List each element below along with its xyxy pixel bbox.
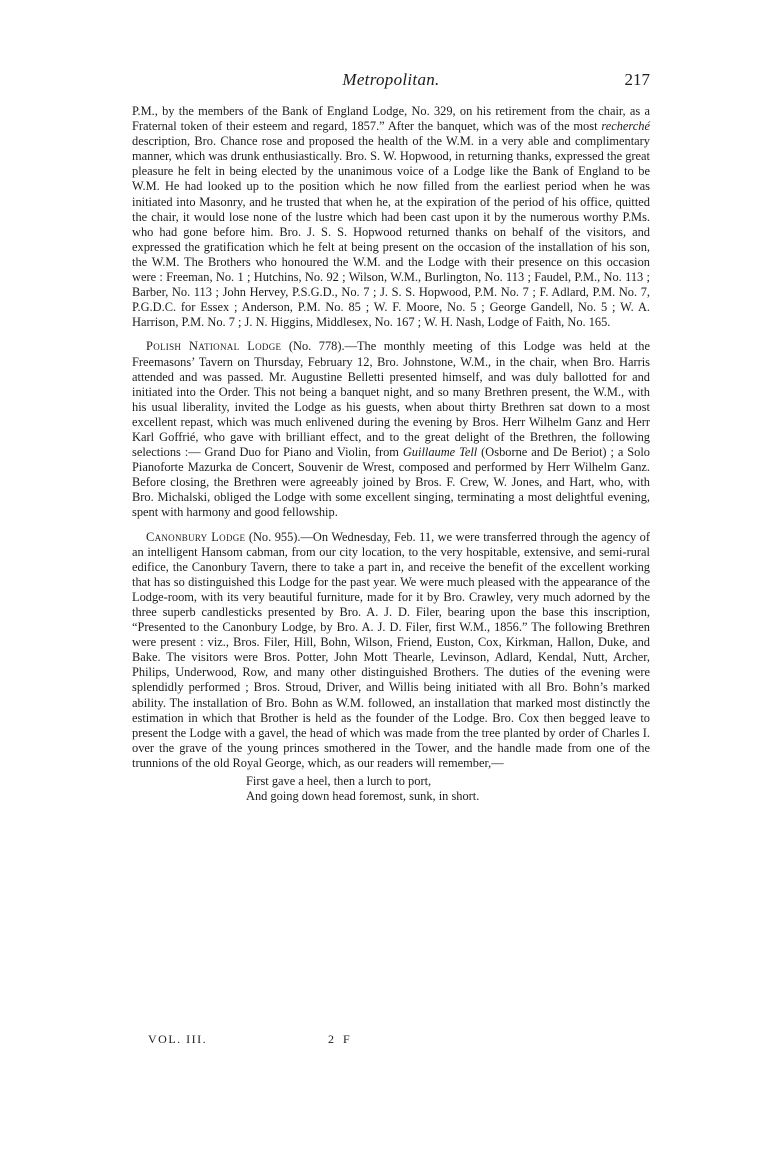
page-footer (148, 1032, 448, 1050)
paragraph-bank-of-england-lodge (132, 104, 650, 330)
verse-line: First gave a heel, then a lurch to port, (246, 774, 432, 789)
italic-term: recherché (601, 119, 650, 134)
article-body (132, 104, 650, 804)
paragraph-polish-national-lodge (132, 339, 650, 520)
section-heading: Polish National Lodge (146, 339, 282, 354)
paragraph-canonbury-lodge (132, 530, 650, 772)
paragraph-text: (Osborne and De Beriot) ; a Solo Pianoforte Mazurka de Concert, Souvenir de Wrest, composed and performed by Herr Wilhelm Ganz. Before closing, the Brethren were agreeably joined by Bros. F. Crew, W. Jones, and Hart, who, with Bro. Michalski, obliged the Lodge with some excellent singing, terminating a most delightful evening, spent with harmony and good fellowship. (132, 445, 650, 520)
page-number: 217 (624, 70, 650, 89)
signature-mark: 2 F (328, 1032, 353, 1046)
paragraph-text: P.M., by the members of the Bank of England Lodge, No. 329, on his retirement from the chair, as a Fraternal token of their esteem and regard, 1857.” After the banquet, which was of the most (132, 104, 650, 134)
paragraph-text: (No. 778).—The monthly meeting of this Lodge was held at the Freemasons’ Tavern on Thursday, February 12, Bro. Johnstone, W.M., in the chair, when Bro. Harris attended and was passed. Mr. Augustine Belletti presented himself, and was duly ballotted for and initiated into the Order. This not being a banquet night, and so many Brethren present, the W.M., with his usual liberality, invited the Lodge as his guests, when about thirty Brethren sat down to a most excellent repast, which was much enlivened during the evening by Bros. Herr Wilhelm Ganz and Herr Karl Goffrié, who gave with brilliant effect, and to the great delight of the Brethren, the following selections :— Grand Duo for Piano and Violin, from (132, 339, 650, 460)
section-heading: Canonbury Lodge (146, 529, 246, 544)
volume-label: VOL. III. (148, 1032, 208, 1046)
italic-title: Guillaume Tell (402, 445, 478, 460)
page-header (132, 70, 650, 96)
verse-line: And going down head foremost, sunk, in short. (246, 789, 480, 804)
verse-quotation (246, 774, 650, 804)
paragraph-text: (No. 955).—On Wednesday, Feb. 11, we were transferred through the agency of an intelligent Hansom cabman, from our city location, to the very hospitable, extensive, and semi-rural edifice, the Canonbury Tavern, there to take a part in, and receive the benefit of the excellent working that has so distinguished this Lodge for the past year. We were much pleased with the appearance of the Lodge-room, with its very beautiful furniture, made for it by Bro. Crawley, very much adorned by the three superb candlesticks presented by Bro. A. J. D. Filer, bearing upon the base this inscription, “Presented to the Canonbury Lodge, by Bro. A. J. D. Filer, first W.M., 1856.” The following Brethren were present : viz., Bros. Filer, Hill, Bohn, Wilson, Friend, Euston, Cox, Kirkman, Hallon, Duke, and Bake. The visitors were Bros. Potter, John Mott Thearle, Levinson, Adlard, Kendal, Nutt, Archer, Philips, Underwood, Row, and many other distinguished Brothers. The duties of the evening were splendidly performed ; Bros. Stroud, Driver, and Willis being initiated with all Bro. Bohn’s marked ability. The installation of Bro. Bohn as W.M. followed, an installation that marked most distinctly the estimation in which that Brother is held as the founder of the Lodge. Bro. Cox then begged leave to present the Lodge with a gavel, the head of which was made from the tree planted by order of Charles I. over the grave of the young princes smothered in the Tower, and the handle made from one of the trunnions of the old Royal George, which, as our readers will remember,— (132, 529, 650, 770)
paragraph-text: description, Bro. Chance rose and proposed the health of the W.M. in a very able and complimentary manner, which was drunk enthusiastically. Bro. S. W. Hopwood, in returning thanks, expressed the great pleasure he felt in being elected by the unanimous voice of a Lodge like the Bank of England to be W.M. He had looked up to the position which he now filled from the earliest period when he was initiated into Masonry, and he trusted that when he, at the expiration of the period of his office, quitted the chair, it would lose none of the lustre which had been cast upon it by the numerous worthy P.Ms. who had gone before him. Bro. J. S. S. Hopwood returned thanks on behalf of the visitors, and expressed the gratification which he felt at being present on the occasion of the installation of his son, the W.M. The Brothers who honoured the W.M. and the Lodge with their presence on this occasion were : Freeman, No. 1 ; Hutchins, No. 92 ; Wilson, W.M., Burlington, No. 113 ; Faudel, P.M., No. 113 ; Barber, No. 113 ; John Hervey, P.S.G.D., No. 7 ; J. S. S. Hopwood, P.M. No. 7 ; F. Adlard, P.M. No. 7, P.G.D.C. for Essex ; Anderson, P.M. No. 85 ; W. F. Moore, No. 5 ; George Gandell, No. 5 ; W. A. Harrison, P.M. No. 7 ; J. N. Higgins, Middlesex, No. 167 ; W. H. Nash, Lodge of Faith, No. 165. (132, 134, 650, 330)
running-title: Metropolitan. (342, 70, 440, 89)
